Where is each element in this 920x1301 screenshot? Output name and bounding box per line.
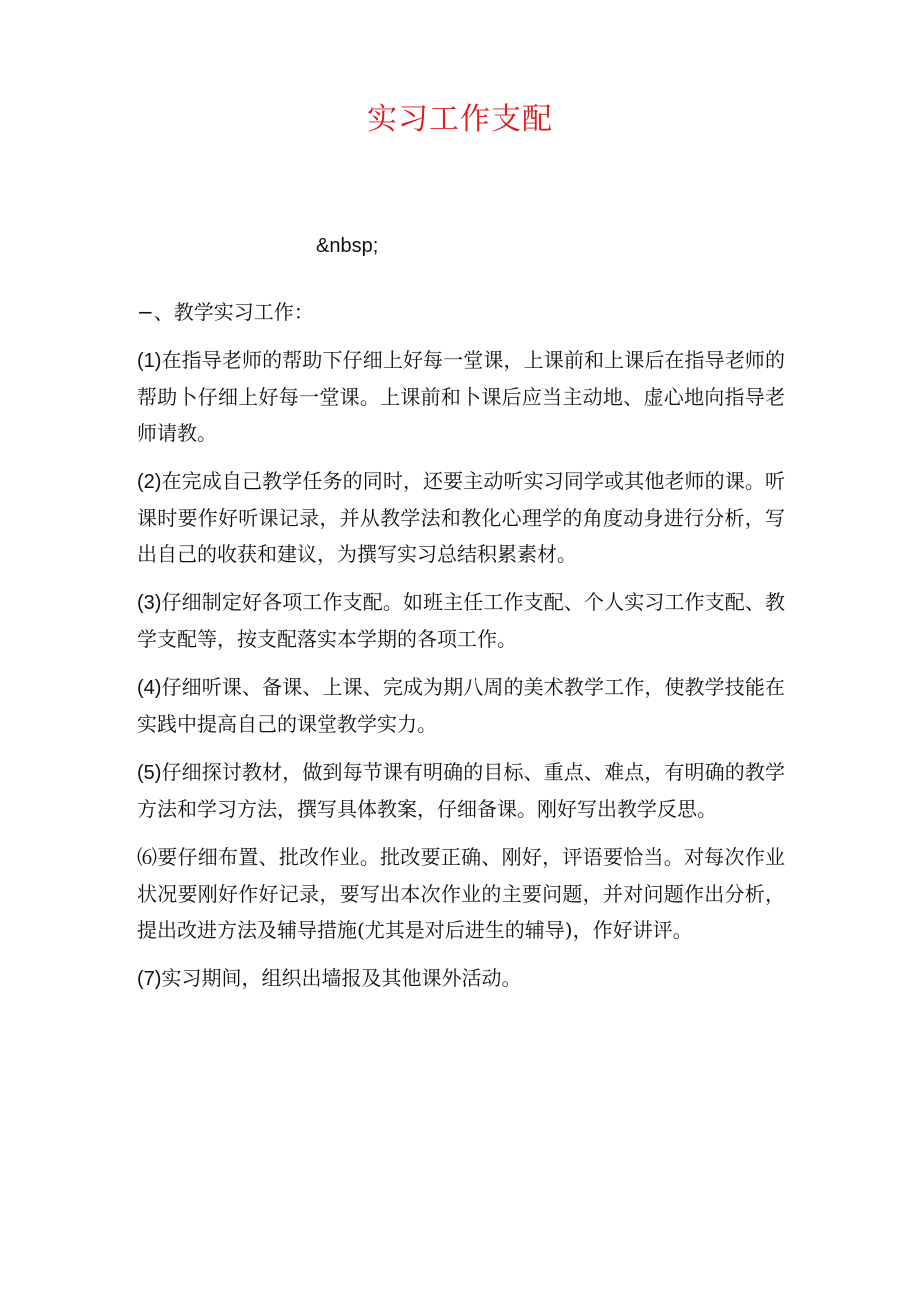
item-text: 要仔细布置、批改作业。批改要正确、刚好，评语要恰当。对每次作业状况要刚好作好记录，要写出本次作业的主要问题，并对问题作出分析，提出改进方法及辅导措施(尤其是对后进生的辅导)，作好讲评。 [137,845,786,942]
list-item [137,463,785,572]
document-body [137,294,785,1009]
list-item [137,839,785,948]
nbsp-text: &nbsp; [316,235,379,257]
item-text: 实习期间，组织出墙报及其他课外活动。 [161,966,522,990]
item-number: ⑹ [137,847,158,869]
item-number: (7) [137,968,162,990]
section-heading: −、教学实习工作： [137,300,314,324]
list-item [137,754,785,827]
document-title: 实习工作支配 [367,102,553,137]
item-number: (4) [137,677,162,699]
list-item [137,342,785,451]
item-number: (2) [137,471,162,493]
item-text: 仔细探讨教材，做到每节课有明确的目标、重点、难点，有明确的教学方法和学习方法，撰写具体教案，仔细备课。刚好写出教学反思。 [137,760,785,821]
item-number: (1) [137,350,162,372]
list-item [137,960,785,997]
item-text: 在完成自己教学任务的同时，还要主动听实习同学或其他老师的课。听课时要作好听课记录，并从教学法和教化心理学的角度动身进行分析，写出自己的收获和建议，为撰写实习总结积累素材。 [137,469,785,566]
item-text: 仔细制定好各项工作支配。如班主任工作支配、个人实习工作支配、教学支配等，按支配落实本学期的各项工作。 [137,590,785,651]
item-number: (3) [137,592,162,614]
item-text: 仔细听课、备课、上课、完成为期八周的美术教学工作，使教学技能在实践中提高自己的课堂教学实力。 [137,675,785,736]
list-item [137,669,785,742]
list-item [137,584,785,657]
item-text: 在指导老师的帮助下仔细上好每一堂课，上课前和上课后在指导老师的帮助卜仔细上好每一堂课。上课前和卜课后应当主动地、虚心地向指导老师请教。 [137,348,785,445]
item-number: (5) [137,762,162,784]
